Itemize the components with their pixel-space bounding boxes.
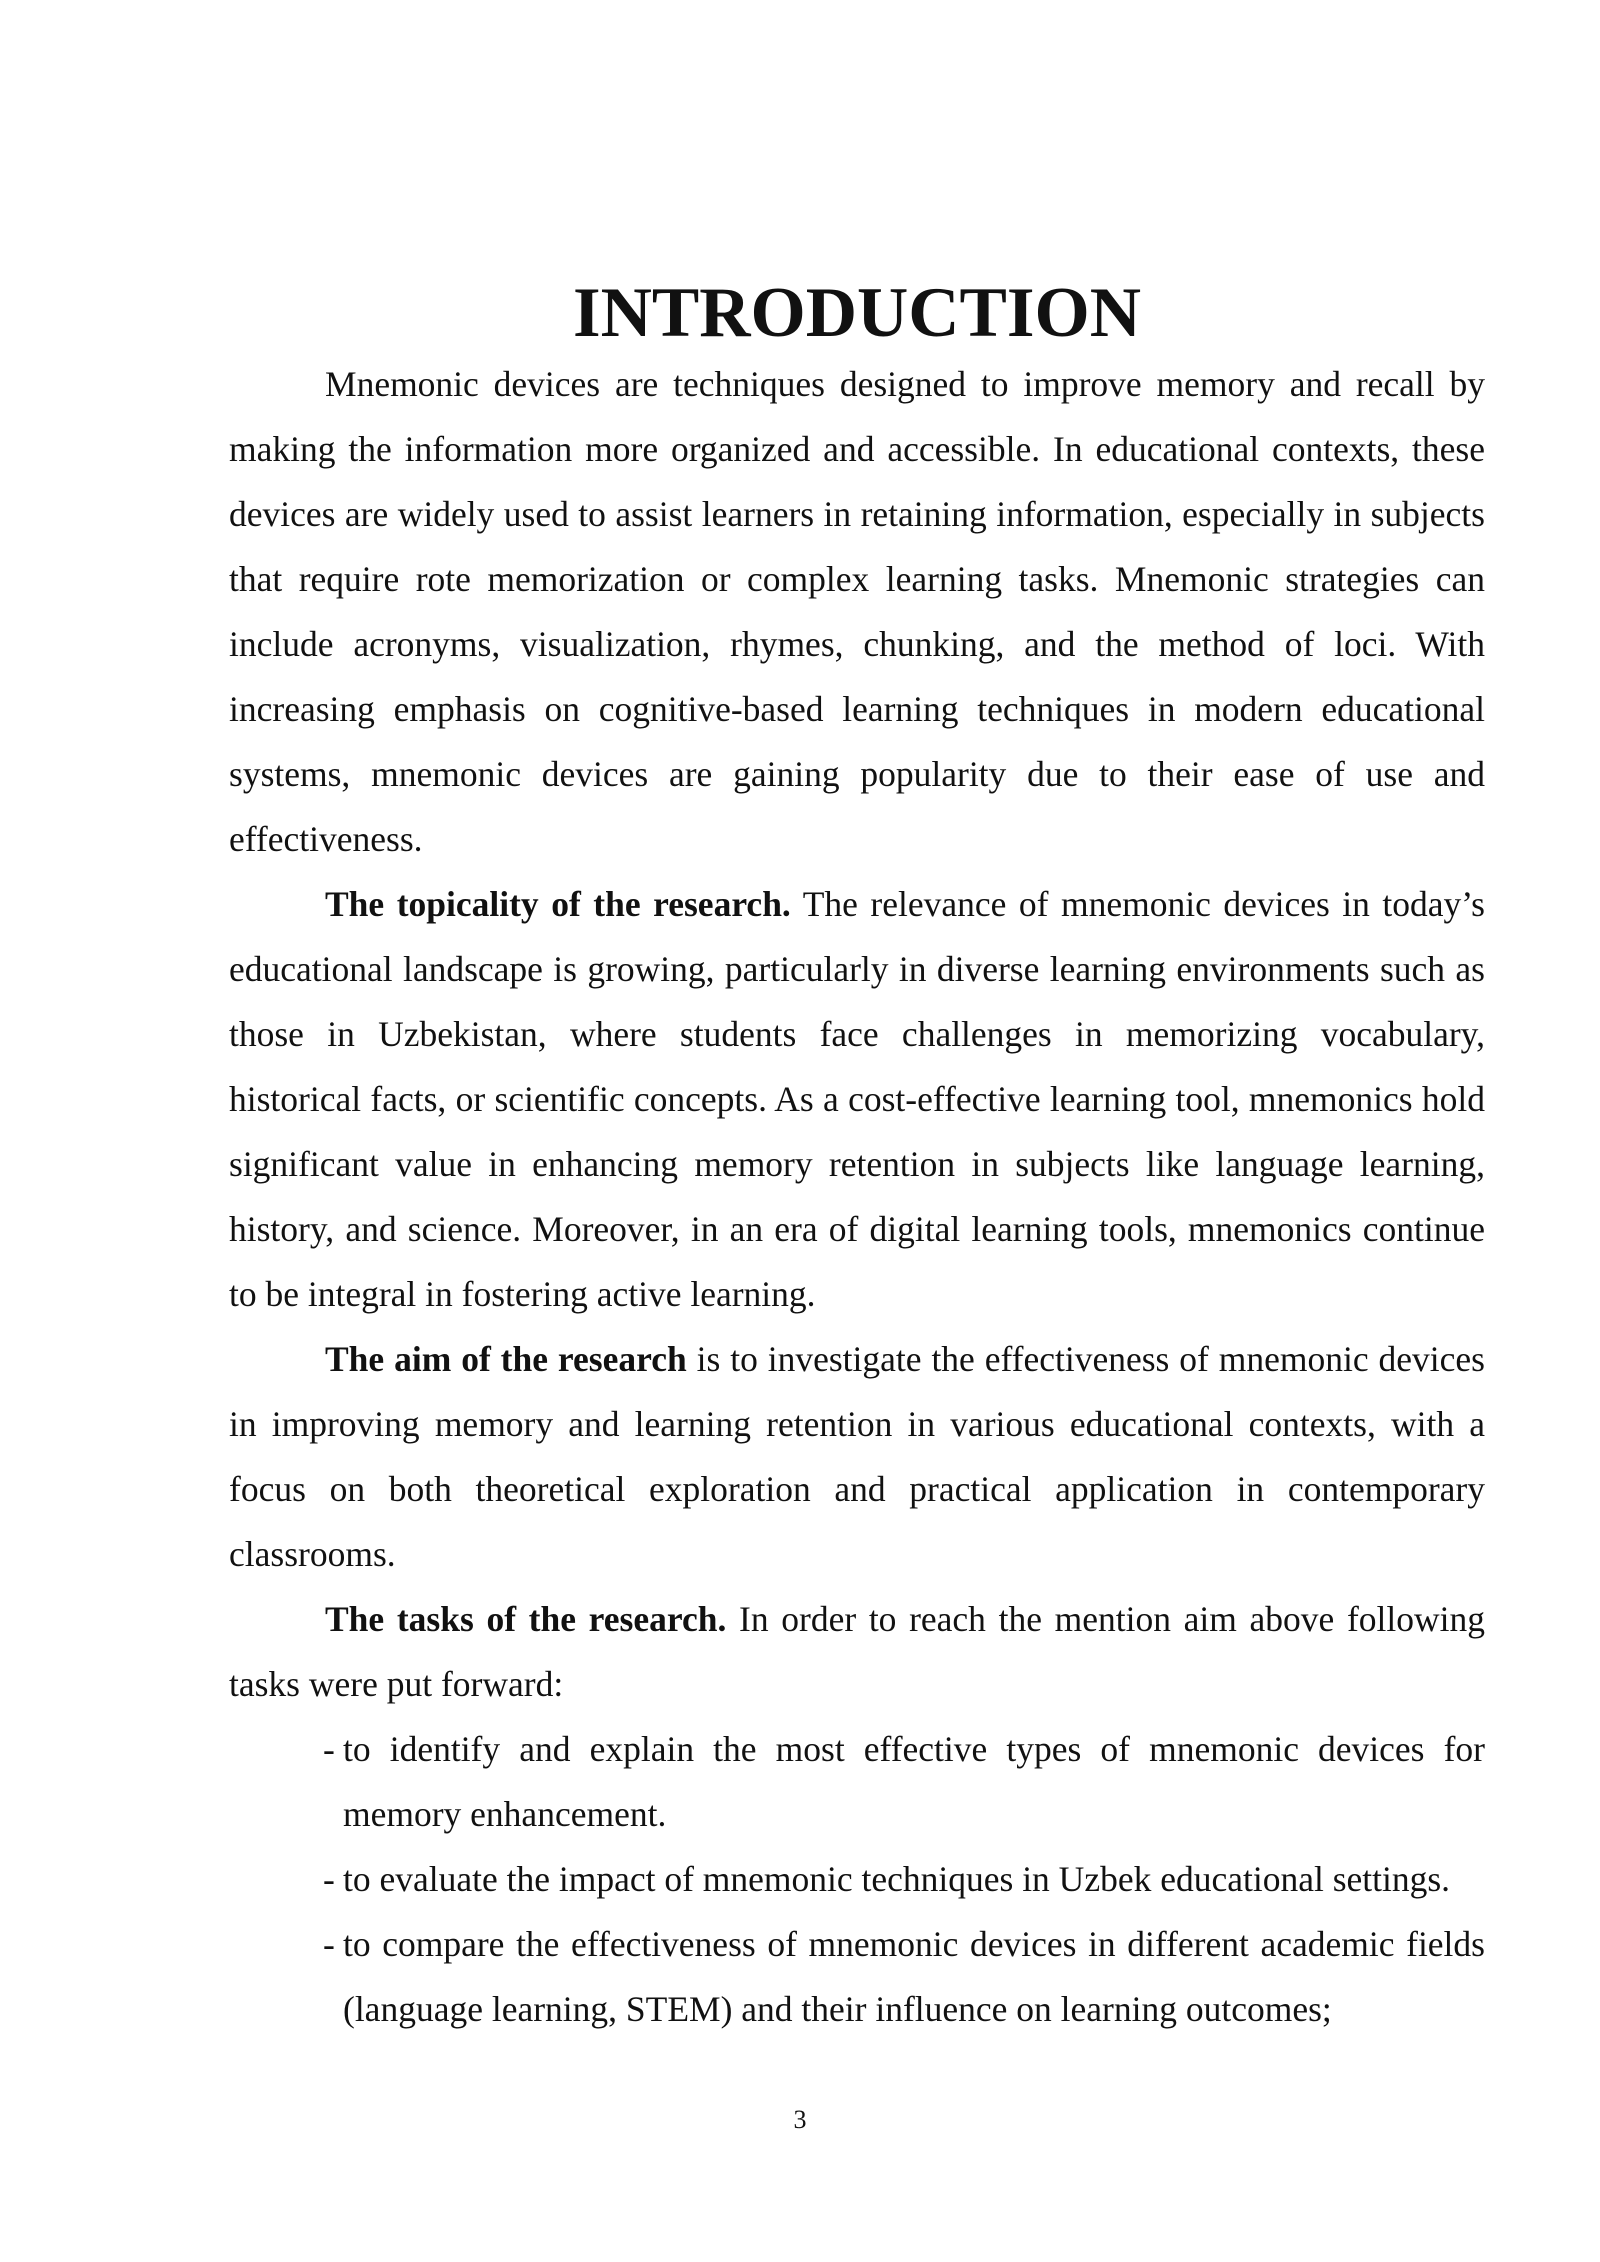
- task-text: to compare the effectiveness of mnemonic devices in different academic fields (language learning, STEM) and their influence on learning outcomes;: [343, 1924, 1485, 2029]
- page-number: 3: [793, 2105, 807, 2134]
- tasks-paragraph: [229, 1587, 1485, 1717]
- topicality-label: The topicality of the research.: [325, 884, 791, 924]
- task-text: to identify and explain the most effective types of mnemonic devices for memory enhancement.: [343, 1729, 1485, 1834]
- aim-paragraph: [229, 1327, 1485, 1587]
- task-text: to evaluate the impact of mnemonic techniques in Uzbek educational settings.: [343, 1859, 1451, 1899]
- page-content: [229, 274, 1486, 2042]
- task-dash: -: [323, 1859, 335, 1899]
- section-heading: INTRODUCTION: [572, 274, 1142, 352]
- task-dash: -: [323, 1924, 335, 1964]
- task-list: [229, 1717, 1485, 2042]
- task-dash: -: [323, 1729, 335, 1769]
- topicality-paragraph: [229, 872, 1485, 1327]
- aim-text: is to investigate the effectiveness of mnemonic devices in improving memory and learning retention in various educational contexts, with a focus on both theoretical exploration and practical application in contemporary classrooms.: [229, 1339, 1485, 1574]
- task-item-1: [323, 1717, 1485, 1847]
- intro-paragraph: Mnemonic devices are techniques designed to improve memory and recall by making the information more organized and accessible. In educational contexts, these devices are widely used to assist learners in retaining information, especially in subjects that require rote memorization or complex learning tasks. Mnemonic strategies can include acronyms, visualization, rhymes, chunking, and the method of loci. With increasing emphasis on cognitive-based learning techniques in modern educational systems, mnemonic devices are gaining popularity due to their ease of use and effectiveness.: [229, 364, 1485, 859]
- task-item-3: [323, 1912, 1485, 2042]
- aim-label: The aim of the research: [325, 1339, 687, 1379]
- task-item-2: [323, 1847, 1485, 1912]
- tasks-label: The tasks of the research.: [325, 1599, 727, 1639]
- tasks-text: In order to reach the mention aim above following tasks were put forward:: [229, 1599, 1486, 1704]
- topicality-text: The relevance of mnemonic devices in today’s educational landscape is growing, particularly in diverse learning environments such as those in Uzbekistan, where students face challenges in memorizing vocabulary, historical facts, or scientific concepts. As a cost-effective learning tool, mnemonics hold significant value in enhancing memory retention in subjects like language learning, history, and science. Moreover, in an era of digital learning tools, mnemonics continue to be integral in fostering active learning.: [229, 884, 1485, 1314]
